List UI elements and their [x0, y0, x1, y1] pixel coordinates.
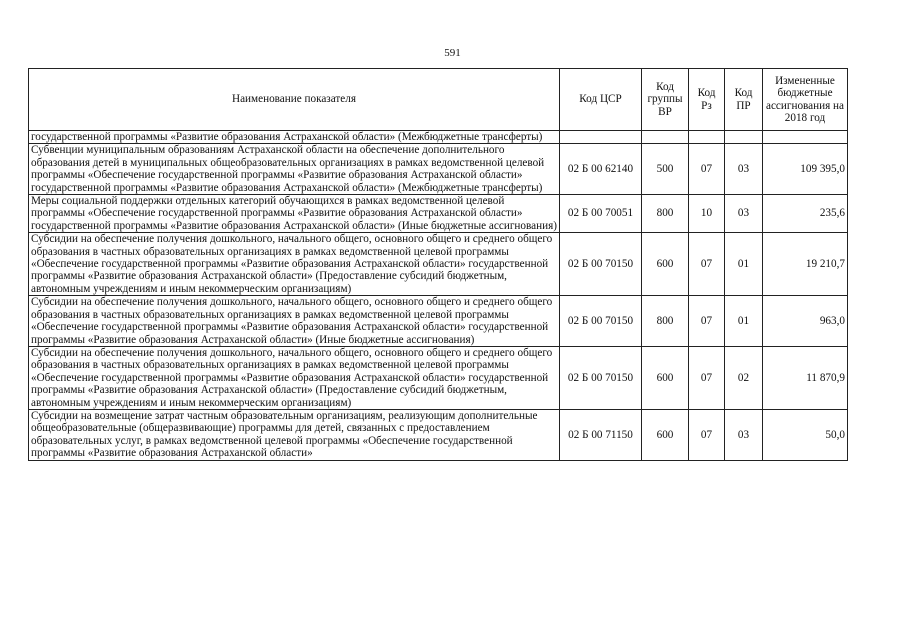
row-pr: 03 — [725, 409, 763, 460]
row-amount: 109 395,0 — [763, 144, 848, 195]
row-rz: 07 — [689, 233, 725, 296]
header-vr: Код группы ВР — [642, 69, 689, 131]
row-pr: 03 — [725, 144, 763, 195]
row-amount: 963,0 — [763, 296, 848, 347]
row-pr: 03 — [725, 195, 763, 233]
row-amount: 19 210,7 — [763, 233, 848, 296]
row-name: Субсидии на обеспечение получения дошкольного, начального общего, основного общего и среднего общего образования в частных образовательных организациях в рамках ведомственной целевой программы «Обеспечение государственной программы «Развитие образования Астраханской области» государственной программы «Развитие образования Астраханской области» (Предоставление субсидий бюджетным, автономным учреждениям и иным некоммерческим организациям) — [29, 346, 560, 409]
table-header-row — [29, 69, 848, 131]
row-rz: 07 — [689, 346, 725, 409]
row-csr: 02 Б 00 62140 — [560, 144, 642, 195]
row-pr: 01 — [725, 233, 763, 296]
table-row — [29, 233, 848, 296]
row-vr: 800 — [642, 296, 689, 347]
row-pr — [725, 131, 763, 144]
row-csr — [560, 131, 642, 144]
row-csr: 02 Б 00 70150 — [560, 346, 642, 409]
row-name: Субвенции муниципальным образованиям Астраханской области на обеспечение дополнительного образования детей в муниципальных общеобразовательных организациях в рамках ведомственной целевой программы «Обеспечение государственной программы «Развитие образования Астраханской области» государственной программы «Развитие образования Астраханской области» (Межбюджетные трансферты) — [29, 144, 560, 195]
table-row — [29, 131, 848, 144]
row-vr: 800 — [642, 195, 689, 233]
row-name: Субсидии на возмещение затрат частным образовательным организациям, реализующим дополнительные общеобразовательные (общеразвивающие) программы для детей, связанных с предоставлением образовательных услуг, в рамках ведомственной целевой программы «Обеспечение государственной программы «Развитие образования Астраханской области» — [29, 409, 560, 460]
budget-table — [28, 68, 848, 461]
header-csr: Код ЦСР — [560, 69, 642, 131]
row-csr: 02 Б 00 70150 — [560, 296, 642, 347]
page-number: 591 — [444, 47, 461, 59]
header-name: Наименование показателя — [29, 69, 560, 131]
row-csr: 02 Б 00 70150 — [560, 233, 642, 296]
row-rz — [689, 131, 725, 144]
row-vr: 600 — [642, 409, 689, 460]
row-pr: 02 — [725, 346, 763, 409]
row-pr: 01 — [725, 296, 763, 347]
table-row — [29, 195, 848, 233]
row-vr: 500 — [642, 144, 689, 195]
row-name: Субсидии на обеспечение получения дошкольного, начального общего, основного общего и среднего общего образования в частных образовательных организациях в рамках ведомственной целевой программы «Обеспечение государственной программы «Развитие образования Астраханской области» государственной программы «Развитие образования Астраханской области» (Предоставление субсидий бюджетным, автономным учреждениям и иным некоммерческим организациям) — [29, 233, 560, 296]
row-name: государственной программы «Развитие образования Астраханской области» (Межбюджетные трансферты) — [29, 131, 560, 144]
table-row — [29, 144, 848, 195]
row-csr: 02 Б 00 70051 — [560, 195, 642, 233]
row-vr — [642, 131, 689, 144]
row-amount — [763, 131, 848, 144]
row-vr: 600 — [642, 233, 689, 296]
row-vr: 600 — [642, 346, 689, 409]
row-rz: 07 — [689, 144, 725, 195]
table-row — [29, 296, 848, 347]
header-rz: Код Рз — [689, 69, 725, 131]
table-row — [29, 409, 848, 460]
row-rz: 07 — [689, 296, 725, 347]
row-csr: 02 Б 00 71150 — [560, 409, 642, 460]
row-amount: 11 870,9 — [763, 346, 848, 409]
row-name: Меры социальной поддержки отдельных категорий обучающихся в рамках ведомственной целевой программы «Обеспечение государственной программы «Развитие образования Астраханской области» государственной программы «Развитие образования Астраханской области» (Иные бюджетные ассигнования) — [29, 195, 560, 233]
row-rz: 07 — [689, 409, 725, 460]
row-name: Субсидии на обеспечение получения дошкольного, начального общего, основного общего и среднего общего образования в частных образовательных организациях в рамках ведомственной целевой программы «Обеспечение государственной программы «Развитие образования Астраханской области» государственной программы «Развитие образования Астраханской области» (Иные бюджетные ассигнования) — [29, 296, 560, 347]
row-amount: 235,6 — [763, 195, 848, 233]
header-amount: Измененные бюджетные ассигнования на 2018 год — [763, 69, 848, 131]
row-amount: 50,0 — [763, 409, 848, 460]
row-rz: 10 — [689, 195, 725, 233]
header-pr: Код ПР — [725, 69, 763, 131]
table-row — [29, 346, 848, 409]
